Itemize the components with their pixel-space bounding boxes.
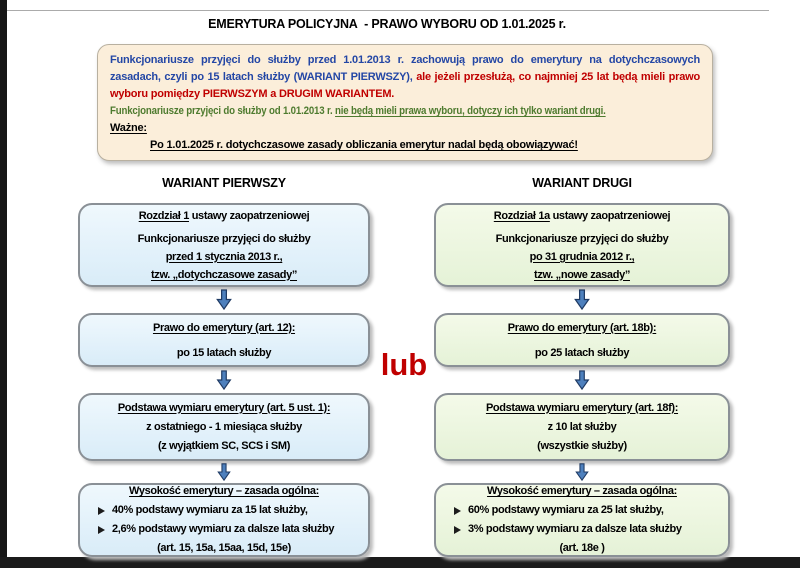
important-label: Ważne:	[110, 122, 147, 134]
box-line: (z wyjątkiem SC, SCS i SM)	[157, 439, 291, 452]
v1-box-pension-amount	[78, 483, 370, 557]
box-line: Prawo do emerytury (art. 18b):	[507, 321, 657, 334]
box-line: po 25 latach służby	[534, 346, 630, 359]
box-line: z 10 lat służby	[547, 420, 617, 433]
box-line: Rozdział 1 ustawy zaopatrzeniowej	[138, 209, 310, 222]
down-arrow-icon	[216, 370, 232, 390]
box-line: (wszystkie służby)	[537, 439, 627, 452]
intro-paragraph-1	[110, 52, 700, 103]
down-arrow-icon	[216, 463, 232, 481]
intro-panel	[97, 44, 713, 161]
arrowhead-bullet-icon	[98, 507, 105, 515]
down-arrow-icon	[574, 370, 590, 390]
arrowhead-bullet-icon	[98, 526, 105, 534]
down-arrow-icon	[574, 289, 590, 310]
v1-box-right-to-pension	[78, 313, 370, 367]
box-line: po 15 latach służby	[176, 346, 272, 359]
or-label: lub	[380, 347, 428, 382]
box-line: tzw. „dotychczasowe zasady”	[150, 268, 298, 281]
v1-box-assessment-basis	[78, 393, 370, 461]
v2-box-assessment-basis	[434, 393, 730, 461]
box-bullet-line: 60% podstawy wymiaru za 25 lat służby,	[444, 501, 720, 520]
box-bullet-line: 3% podstawy wymiaru za dalsze lata służby	[444, 520, 720, 539]
box-line: Funkcjonariusze przyjęci do służby	[137, 232, 311, 245]
down-arrow-icon	[574, 463, 590, 481]
page-edge-left	[0, 0, 7, 568]
arrowhead-bullet-icon	[454, 526, 461, 534]
box-line: po 31 grudnia 2012 r.,	[529, 250, 635, 263]
down-arrow-icon	[216, 289, 232, 310]
intro-text-green: Funkcjonariusze przyjęci do służby od 1.01.2013 r.	[110, 105, 336, 117]
variant2-header: WARIANT DRUGI	[532, 176, 632, 190]
box-line: (art. 15, 15a, 15aa, 15d, 15e)	[157, 542, 291, 554]
v2-box-pension-amount	[434, 483, 730, 557]
arrowhead-bullet-icon	[454, 507, 461, 515]
box-line: Wysokość emerytury – zasada ogólna:	[129, 485, 319, 497]
box-line: (art. 18e )	[559, 542, 605, 554]
intro-text-red: ale jeżeli przesłużą, co najmniej 25 lat będą mieli prawo wyboru pomiędzy PIERWSZYM a DRUGIM WARIANTEM.	[110, 71, 700, 100]
box-line: Prawo do emerytury (art. 12):	[152, 321, 296, 334]
intro-text-blue: Funkcjonariusze przyjęci do służby przed 1.01.2013 r. zachowują prawo do emerytury na dotychczasowych zasadach, czyli po 15 latach służby (WARIANT PIERWSZY),	[110, 54, 700, 83]
box-bullet-line: 2,6% podstawy wymiaru za dalsze lata służby	[88, 520, 360, 539]
box-bullet-line: 40% podstawy wymiaru za 15 lat służby,	[88, 501, 360, 520]
variant1-header: WARIANT PIERWSZY	[162, 176, 286, 190]
intro-text-green-underlined: nie będą mieli prawa wyboru, dotyczy ich tylko wariant drugi.	[335, 105, 606, 117]
box-line: Podstawa wymiaru emerytury (art. 18f):	[485, 401, 679, 414]
v2-box-chapter	[434, 203, 730, 287]
intro-paragraph-2	[110, 103, 700, 120]
important-text: Po 1.01.2025 r. dotychczasowe zasady obliczania emerytur nadal będą obowiązywać!	[150, 139, 578, 151]
box-line: tzw. „nowe zasady”	[534, 268, 630, 281]
page-edge-bottom	[0, 557, 800, 568]
box-line: Rozdział 1a ustawy zaopatrzeniowej	[493, 209, 671, 222]
v2-box-right-to-pension	[434, 313, 730, 367]
box-line: przed 1 stycznia 2013 r.,	[165, 250, 283, 263]
box-line: Podstawa wymiaru emerytury (art. 5 ust. 1):	[117, 401, 331, 414]
box-line: Funkcjonariusze przyjęci do służby	[495, 232, 669, 245]
page-top-rule	[7, 10, 769, 11]
box-line: z ostatniego - 1 miesiąca służby	[146, 420, 302, 433]
page-title: EMERYTURA POLICYJNA - PRAWO WYBORU OD 1.01.2025 r.	[208, 17, 566, 31]
box-line: Wysokość emerytury – zasada ogólna:	[487, 485, 677, 497]
v1-box-chapter	[78, 203, 370, 287]
